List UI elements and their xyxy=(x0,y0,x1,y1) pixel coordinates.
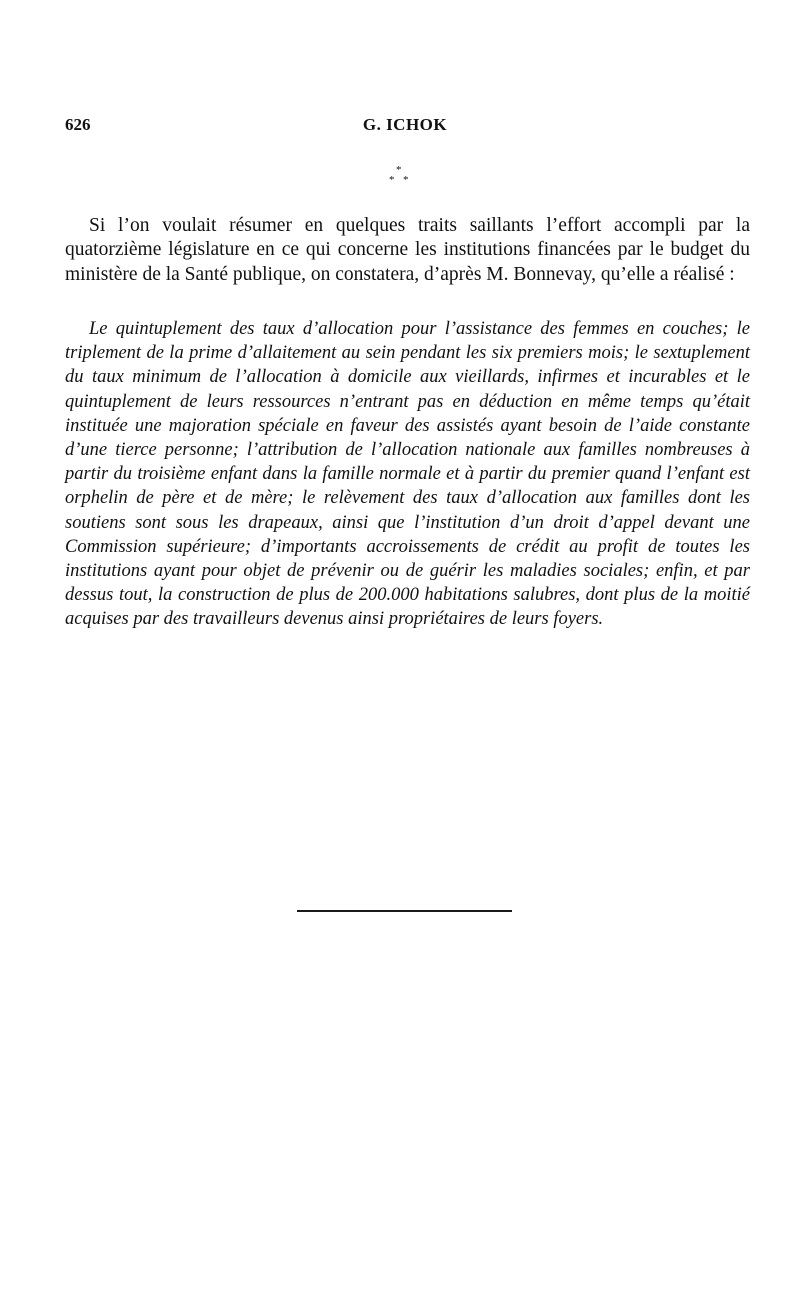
asterism-star: * xyxy=(396,164,402,176)
asterism-star: * xyxy=(403,174,409,186)
quoted-paragraph: Le quintuplement des taux d’allocation pour l’assistance des femmes en couches; le triplement de la prime d’allaitement au sein pendant les six premiers mois; le sextuplement du taux minimum de l’allocation à domicile aux vieillards, infirmes et incurables et le quintuplement de leurs ressources n’entrant pas en déduction en même temps qu’était instituée une majoration spéciale en faveur des assistés ayant besoin de l’aide constante d’une tierce personne; l’attribution de l’allocation nationale aux familles nombreuses à partir du troisième enfant dans la famille normale et à partir du premier quand l’enfant est orphelin de père et de mère; le relèvement des taux d’allocation aux familles dont les soutiens sont sous les drapeaux, ainsi que l’institution d’un droit d’appel devant une Commission supérieure; d’importants accroissements de crédit au profit de toutes les institutions ayant pour objet de prévenir ou de guérir les maladies sociales; enfin, et par dessus tout, la construction de plus de 200.000 habitations salubres, dont plus de la moitié acquises par des travailleurs devenus ainsi propriétaires de leurs foyers. xyxy=(65,319,750,630)
intro-paragraph: Si l’on voulait résumer en quelques traits saillants l’effort accompli par la quatorzième législature en ce qui concerne les institutions financées par le budget du ministère de la Santé publique, on constatera, d’après M. Bonnevay, qu’elle a réalisé : xyxy=(65,215,750,285)
page-number: 626 xyxy=(65,115,91,134)
running-head xyxy=(65,115,745,137)
closing-rule xyxy=(297,910,512,912)
running-title: G. ICHOK xyxy=(362,115,448,134)
asterism-star: * xyxy=(389,174,395,186)
asterism-divider xyxy=(386,165,416,195)
